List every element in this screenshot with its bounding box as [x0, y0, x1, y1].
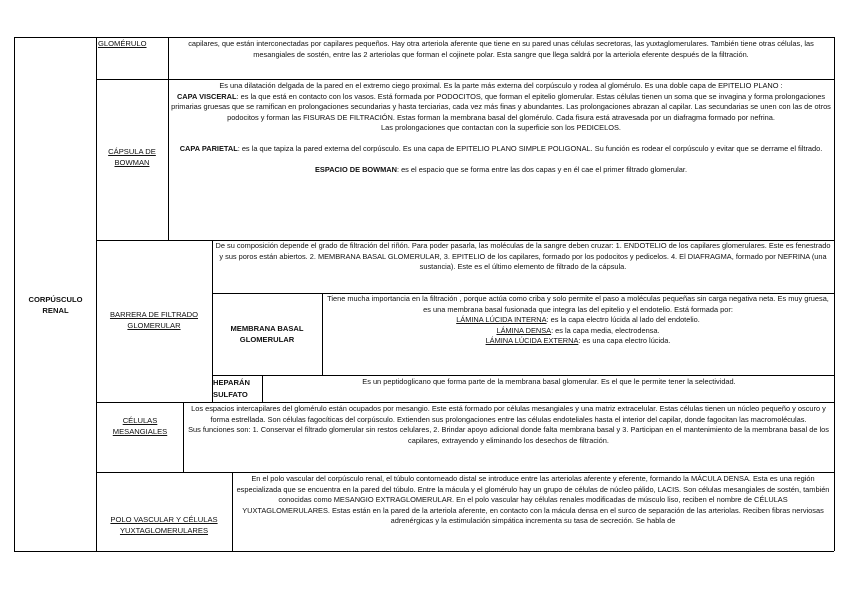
lamina-lucida-interna-title: LÁMINA LÚCIDA INTERNA	[456, 315, 547, 325]
lamina-lucida-externa	[324, 336, 832, 347]
barrera-label: BARRERA DE FILTRADO GLOMERULAR	[109, 310, 199, 330]
espacio-bowman-text: : es el espacio que se forma entre las dos capas y en él cae el primer filtrado glomerular.	[396, 164, 687, 174]
corpusculo-renal-label: CORPÚSCULO RENAL	[28, 295, 83, 315]
glomerulo-text: capilares, que están interconectadas por capilares pequeños. Hay otra arteriola aferente que tiene en su pared unas células secretoras, las yuxtaglomerulares. También tiene otras células, las mesangiales de sostén, entre las 2 arteriolas que forman el cojinete polar. Esta sangre que llega saldrá por la arteriola eferente después de la filtración.	[188, 39, 814, 59]
lamina-lucida-interna	[324, 315, 832, 326]
capsula-intro: Es una dilatación delgada de la pared en el extremo ciego proximal. Es la parte más externa del corpúsculo y rodea al glomérulo. Es una doble capa de EPITELIO PLANO :	[219, 81, 783, 90]
lamina-densa	[324, 326, 832, 337]
pedicelos-text: Las prolongaciones que contactan con la superficie son los PEDICELOS.	[381, 123, 621, 133]
espacio-bowman-title: ESPACIO DE BOWMAN	[314, 164, 397, 174]
lamina-lucida-interna-text: : es la capa electro lúcida al lado del endotelio.	[546, 315, 700, 325]
polo-vascular-text: En el polo vascular del corpúsculo renal, el túbulo contorneado distal se introduce entre las arteriolas aferente y eferente, formando la MÁCULA DENSA. Esta es una región especializada que se encuentra en la pared del túbulo. Entre la mácula y el glomérulo hay un grupo de células de núcleo pálido, LACIS. Son células mesangiales de sostén, también conocidas como MESANGIO EXTRAGLOMERULAR. En el polo vascular hay células renales modificadas de músculo liso, reciben el nombre de CÉLULAS YUXTAGLOMERULARES. Estas están en la pared de la arteriola aferente, en contacto con la mácula densa en el surco de separación de las arteriolas. Reciben fibras nerviosas adrenérgicas y la estimulación simpática incrementa su tasa de secreción. Se habla de	[236, 474, 830, 526]
mesangiales-label: CÉLULAS MESANGIALES	[112, 416, 168, 436]
capa-parietal-title: CAPA PARIETAL	[179, 143, 238, 153]
barrera-intro: De su composición depende el grado de filtración del riñón. Para poder pasarla, las moléculas de la sangre deben cruzar: 1. ENDOTELIO de los capilares glomerulares. Este es fenestrado y sus poros están abiertos. 2. MEMBRANA BASAL GLOMERULAR, 3. EPITELIO de los capilares, formado por los podocitos y pedicelos. 4. El DIAFRAGMA, formado por NEFRINA (una sustancia). Este es el último elemento de filtrado de la cápsula.	[215, 241, 831, 272]
lamina-lucida-externa-title: LÁMINA LÚCIDA EXTERNA	[485, 336, 579, 346]
mesangiales-text-2: Sus funciones son: 1. Conservar el filtrado glomerular sin restos celulares, 2. Brindar apoyo adicional donde falta membrana basal y 3. Participan en el mantenimiento de la membrana basal de los capilares, extrayendo y eliminando los desechos de filtración.	[188, 425, 829, 445]
lamina-densa-title: LÁMINA DENSA	[496, 325, 552, 335]
mesangiales-text-1: Los espacios intercapilares del glomérulo están ocupados por mesangio. Este está formado por células mesangiales y una matriz extracelular. Estas células tienen un núcleo pequeño y oscuro y forma estrellada. Son células fagocíticas del corpúsculo. Extienden sus prolongaciones entre las células endoteliales hasta el interior del capilar, donde fagocitan las macromoléculas.	[191, 404, 826, 424]
membrana-basal-text: Tiene mucha importancia en la filtración , porque actúa como criba y solo permite el paso a moléculas pequeñas sin carga negativa neta. Es muy gruesa, es una membrana basal fusionada que integra las del epitelio y el endotelio. Está formada por:	[327, 294, 829, 314]
mesangiales-content	[185, 404, 832, 471]
heparan-sulfato-label: HEPARÁN SULFATO	[213, 378, 250, 399]
lamina-lucida-externa-text: : es una capa electro lúcida.	[578, 336, 671, 346]
espacio-bowman	[170, 165, 832, 176]
capsula-label: CÁPSULA DE BOWMAN	[108, 147, 156, 167]
lamina-densa-text: : es la capa media, electrodensa.	[551, 325, 660, 335]
capa-visceral	[170, 92, 832, 124]
capsula-content	[170, 81, 832, 239]
glomerulo-label: GLOMÉRULO	[98, 39, 147, 48]
capa-visceral-title: CAPA VISCERAL	[176, 91, 237, 101]
capa-parietal-text: : es la que tapiza la pared externa del corpúsculo. Es una capa de EPITELIO PLANO SIMPLE POLIGONAL. Su función es rodear el corpúsculo y evitar que se derrame el filtrado.	[237, 143, 823, 153]
membrana-basal-content	[324, 294, 832, 374]
polo-vascular-label: POLO VASCULAR Y CÉLULAS YUXTAGLOMERULARES	[110, 515, 218, 535]
capa-parietal	[170, 144, 832, 155]
heparan-sulfato-text: Es un peptidoglicano que forma parte de la membrana basal glomerular. Es el que le permite tener la selectividad.	[362, 377, 736, 386]
membrana-basal-label: MEMBRANA BASAL GLOMERULAR	[230, 324, 304, 344]
capa-visceral-text: : es la que está en contacto con los vasos. Está formada por PODOCITOS, que forman el epitelio glomerular. Estas células tienen un soma que se invagina y forma prolongaciones primarias gruesas que se ramifican en prolongaciones secundarias y hasta terciarias, cada vez más finas y abundantes. Las prolongaciones abrazan al capilar. Las secundarias se unen con las de otros podocitos y forman las FISURAS DE FILTRACIÓN. Estas forman la membrana basal del glomérulo. Cada fisura está atravesada por un diafragma formado por nefrina.	[171, 91, 831, 122]
